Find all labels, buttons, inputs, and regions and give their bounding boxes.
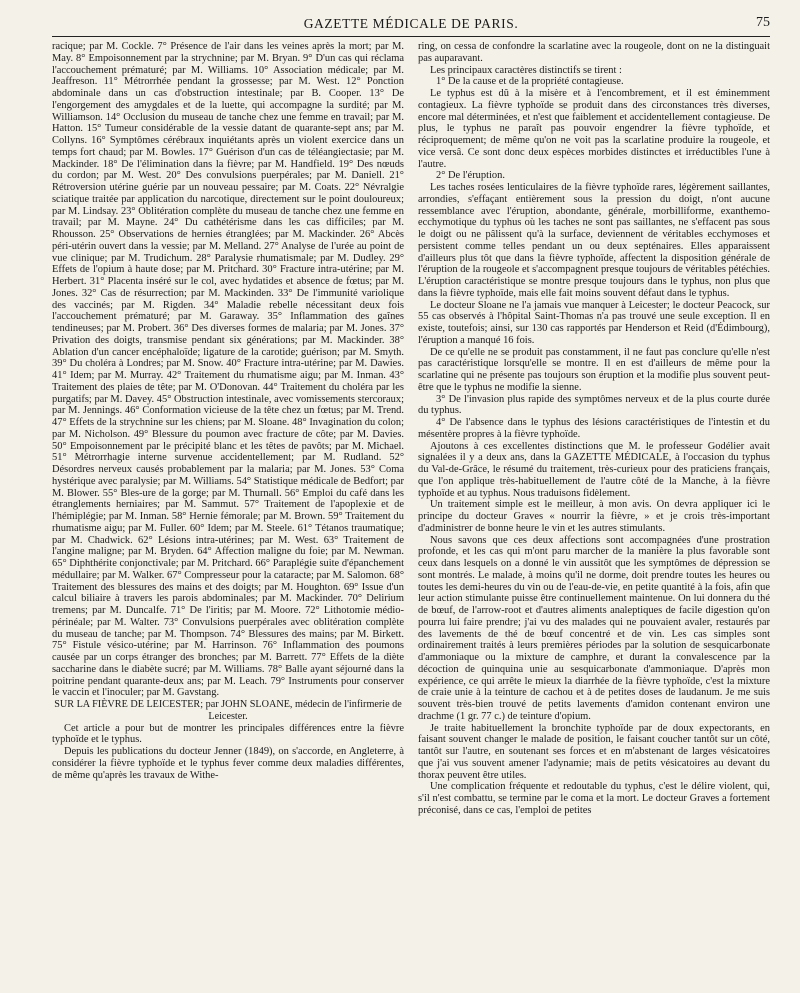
paragraph: 1° De la cause et de la propriété contagieuse.	[436, 76, 624, 88]
paragraph: Une complication fréquente et redoutable du typhus, c'est le délire violent, qui, s'il n'est combattu, se termine par le coma et la mort. Le docteur Graves a fortement préconisé, dans ce cas, l'emploi de petites	[418, 781, 770, 816]
paragraph: De ce qu'elle ne se produit pas constamment, il ne faut pas conclure qu'elle n'est pas caractéristique lorsqu'elle se montre. Il en est d'ailleurs de même pour la scarlatine qui ne présente pas toujours son éruption et la modifie plus souvent peut-être que le typhus ne modifie la sienne.	[418, 346, 770, 393]
paragraph: Les principaux caractères distinctifs se tirent :	[430, 64, 622, 76]
page-header	[52, 10, 770, 37]
left-column	[52, 41, 404, 993]
paragraph: Nous savons que ces deux affections sont accompagnées d'une prostration profonde, et les cas qui m'ont paru marcher de la manière la plus favorable sont ceux dans lesquels on a donné le vin aussitôt que les symptômes de dépression se sont montrés. Le malade, à moins qu'il ne dorme, doit prendre toutes les heures ou toutes les demi-heures du vin ou de l'eau-de-vie, en petite quantité à la fois, afin que leur action stimulante puisse être continuellement maintenue. On lui donnera du thé de bœuf, de l'arrow-root et d'autres aliments analeptiques de facile digestion qu'on pourra lui faire prendre; j'ai vu des malades qui ne pouvaient avaler, restaurés par des lavements de thé de bœuf concentré et de vin. Les cas simples sont ordinairement traités à leurs premières périodes par la solution de sesquicarbonate d'ammoniaque ou la mixture de camphre, et durant la convalescence par la décoction de quinquina unie au sesquicarbonate d'ammoniaque. D'après mon expérience, ce qui arrête le mieux la diarrhée de la fièvre typhoïde, c'est la mixture de craie unie à la teinture de cachou et à de petites doses de laudanum. Je me suis souvent très-bien trouvé de petits lavements d'amidon contenant environ une drachme (1 gr. 77 c.) de teinture d'opium.	[418, 534, 770, 722]
paragraph: racique; par M. Cockle. 7° Présence de l'air dans les veines après la mort; par M. May. 8° Empoisonnement par la strychnine; par M. Bryan. 9° D'un cas qui réclama l'accouchement prématuré; par M. Williams. 10° Association médicale; par M. Jeaffreson. 11° Métrorrhée pendant la grossesse; par M. West. 12° Ponction abdominale dans un cas d'obstruction intestinale; par B. Cooper. 13° De l'engorgement des amygdales et de la luette, qui accompagne la surdité; par M. Williamson. 14° Occlusion du museau de tanche chez une femme en travail; par M. Hatton. 15° Tumeur considérable de la vessie datant de quarante-sept ans; par M. Collyns. 16° Symptômes cérébraux inquiétants après un violent exercice dans un temps fort chaud; par M. Bowles. 17° Guérison d'un cas de téléangiectasie; par M. Mackinder. 18° De l'élimination dans la fièvre; par M. Handfield. 19° Des nœuds du cordon; par M. West. 20° Des convulsions puerpérales; par M. Daniell. 21° Rétroversion utérine guérie par un nouveau pessaire; par M. Coats. 22° Névralgie sciatique traitée par application du narcotique, directement sur le point douloureux; par M. Lindsay. 23° Oblitération complète du museau de tanche chez une femme en travail; par M. Mayne. 24° Du cathétérisme dans les cas difficiles; par M. Rhousson. 25° Observations de hernies étranglées; par M. Mackinder. 26° Abcès péri-utérin ouvert dans la vessie; par M. Melland. 27° Analyse de l'urée au point de vue clinique; par M. Trudichum. 28° Paralysie rhumatismale; par M. Dudley. 29° Effets de l'opium à haute dose; par M. Pritchard. 30° Fracture intra-utérine; par M. Herbert. 31° Placenta inséré sur le col, avec hydatides et absence de fœtus; par M. Jones. 32° Cas de résurrection; par M. Mackinden. 33° De l'immunité variolique des vaccinés; par M. Rigden. 34° Maladie rebelle nécessitant deux fois l'accouchement prématuré; par M. Garaway. 35° Inflammation des gaînes tendineuses; par M. Probert. 36° Des diverses formes de malaria; par M. Jones. 37° Privation des doigts, transmise pendant six générations; par M. Mackinder. 38° Ablation d'un cancer encéphaloïde; ligature de la carotide; guérison; par M. Smyth. 39° Du choléra à Londres; par M. Snow. 40° Fracture intra-utérine; par M. Dawies. 41° Idem; par M. Murray. 42° Traitement du rhumatisme aigu; par M. Inman. 43° Traitement des plaies de tête; par M. O'Donovan. 44° Traitement du choléra par les purgatifs; par M. Davey. 45° Obstruction intestinale, avec vomissements stercoraux; par M. Jennings. 46° Conformation vicieuse de la tête chez un fœtus; par M. Trend. 47° Effets de la strychnine sur les chiens; par M. Sloane. 48° Invagination du colon; par M. Nicholson. 49° Blessure du poumon avec fracture de côte; par M. Davies. 50° Empoisonnement par le précipité blanc et les têtes de pavôts; par M. Michael. 51° Métrorrhagie interne survenue accidentellement; par M. Rudland. 52° Désordres nerveux causés probablement par la malaria; par M. Jones. 53° Coma hystérique avec paralysie; par M. Williams. 54° Statistique médicale de Bedfort; par M. Blower. 55° Bles-ure de la gorge; par M. Thurnall. 56° Emploi du café dans les étranglements herniaires; par M. Sammut. 57° Traitement de l'apoplexie et de l'hémiplégie; par M. Inman. 58° Hernie fémorale; par M. Brown. 59° Traitement du rhumatisme aigu; par M. Fuller. 60° Idem; par M. Steele. 61° Tétanos traumatique; par M. Chadwick. 62° Lésions intra-utérines; par M. West. 63° Traitement de l'angine maligne; par M. Bryden. 64° Affection maligne du foie; par M. Newman. 65° Diphthérite conjonctivale; par M. Pritchard. 66° Paraplégie suite d'épanchement médullaire; par M. Walker. 67° Compresseur pour la cataracte; par M. Salomon. 68° Traitement des blessures des mains et des doigts; par M. Houghton. 69° Issue d'un calcul biliaire à travers les parois abdominales; par M. Mackinder. 70° Delirium tremens; par M. Duncalfe. 71° De l'iritis; par M. Moore. 72° Lithotomie médio-périnéale; par M. Walter. 73° Convulsions puerpérales avec oblitération complète du museau de tanche; par M. Thompson. 74° Blessures des mains; par M. Birkett. 75° Fistule vésico-utérine; par M. Harrinson. 76° Inflammation des poumons causée par un corps étranger des bronches; par M. Barrett. 77° Effets de la diète saccharine dans le diabète sucré; par M. Williams. 78° Balle ayant séjourné dans la poitrine pendant quarante-deux ans; par M. Leach. 79° Instruments pour conserver le vaccin et l'inoculer; par M. Gavstang.	[52, 41, 404, 699]
article-columns	[52, 41, 770, 993]
paragraph: Le docteur Sloane ne l'a jamais vue manquer à Leicester; le docteur Peacock, sur 55 cas observés à l'hôpital Saint-Thomas n'a pas trouvé une seule exception. Il en existe, toutefois; ainsi, sur 130 cas rapportés par Henderson et Reid (d'Édimbourg), l'éruption a manqué 16 fois.	[418, 299, 770, 346]
paragraph: Ajoutons à ces excellentes distinctions que M. le professeur Godélier avait signalées il y a deux ans, dans la GAZETTE MÉDICALE, à l'occasion du typhus du Val-de-Grâce, le résumé du traitement, très-curieux pour des praticiens français, que l'on applique très-habituellement de l'autre côté de la Manche, à la fièvre typhoïde et au typhus. Nous traduisons fidèlement.	[418, 440, 770, 499]
article-subhead: SUR LA FIÈVRE DE LEICESTER; par JOHN SLOANE, médecin de l'infirmerie de Leicester.	[54, 699, 402, 722]
page-number: 75	[756, 15, 770, 30]
paragraph: Je traite habituellement la bronchite typhoïde par de doux expectorants, en faisant souvent changer le malade de position, le faisant coucher tantôt sur un côté, tantôt sur l'autre, en soutenant ses forces et en m'abstenant de larges vésicatoires que j'ai vus souvent amener l'adynamie; mais de petits vésicatoires au devant du thorax peuvent être utiles.	[418, 722, 770, 781]
paragraph: Le typhus est dû à la misère et à l'encombrement, et il est éminemment contagieux. La fièvre typhoïde se produit dans des circonstances très diverses, encore mal déterminées, et n'est que faiblement et accidentellement contagieuse. De plus, le typhus ne paraît pas pouvoir engendrer la fièvre typhoïde, et réciproquement; de même qu'on ne voit pas la scarlatine produire la rougeole, et vice versâ. Ce sont donc deux espèces morbides distinctes et irréductibles l'une à l'autre.	[418, 88, 770, 170]
paragraph: 3° De l'invasion plus rapide des symptômes nerveux et de la plus courte durée du typhus.	[418, 393, 770, 417]
journal-title: GAZETTE MÉDICALE DE PARIS.	[303, 16, 519, 31]
paragraph: Les taches rosées lenticulaires de la fièvre typhoïde rares, légèrement saillantes, arrondies, s'effaçant entièrement sous la pression du doigt, n'ont aucune ressemblance avec l'éruption, abondante, générale, morbilliforme, exanthemo-ecchymotique du typhus où les taches ne sont pas saillantes, ne s'effacent pas sous le doigt ou ne pâlissent qu'à la surface, deviennent de véritables ecchymoses et persistent comme telles pendant un ou deux septénaires. Elles apparaissent d'ailleurs plus tôt que dans la fièvre typhoïde, affectent la disposition générale de l'éruption de la rougeole et s'accompagnent presque toujours de véritables pétéchies. L'éruption caractéristique se montre presque toujours dans le typhus, non plus que dans la fièvre typhoïde, mais elle fait moins souvent défaut dans le typhus.	[418, 182, 770, 299]
paragraph: Un traitement simple est le meilleur, à mon avis. On devra appliquer ici le principe du docteur Graves « nourrir la fièvre, » et je crois très-important d'administrer de bonne heure le vin et les autres stimulants.	[418, 499, 770, 534]
paragraph: 4° De l'absence dans le typhus des lésions caractéristiques de l'intestin et du mésentère propres à la fièvre typhoïde.	[418, 417, 770, 440]
paragraph: Depuis les publications du docteur Jenner (1849), on s'accorde, en Angleterre, à considérer la fièvre typhoïde et le typhus fever comme deux maladies différentes, de même qu'après les travaux de Withe-	[52, 746, 404, 781]
paragraph: 2° De l'éruption.	[436, 170, 505, 182]
paragraph: ring, on cessa de confondre la scarlatine avec la rougeole, dont on ne la distinguait pas auparavant.	[418, 41, 770, 64]
right-column	[418, 41, 770, 993]
paragraph: Cet article a pour but de montrer les principales différences entre la fièvre typhoïde et le typhus.	[52, 722, 404, 746]
